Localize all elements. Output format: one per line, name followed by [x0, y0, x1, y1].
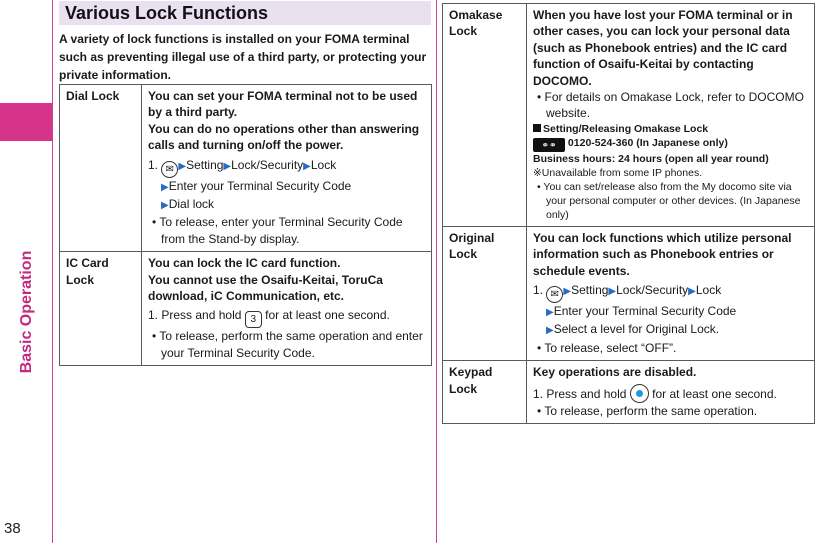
- desc: You can lock functions which utilize personal information such as Phonebook entries or schedule events.: [533, 230, 792, 278]
- step-lock-security: Lock/Security: [231, 157, 304, 172]
- arrow-icon: ▶: [161, 181, 169, 193]
- side-tab-label: Basic Operation: [18, 250, 35, 374]
- note: • To release, perform the same operation and enter your Terminal Security Code.: [152, 329, 423, 360]
- section-side-tab: [0, 103, 52, 141]
- row-content-keypad-lock: [527, 361, 815, 424]
- arrow-icon: ▶: [178, 160, 187, 172]
- table-row: [443, 4, 815, 227]
- lock-table-right: [442, 3, 815, 424]
- arrow-icon: ▶: [223, 160, 232, 172]
- square-icon: [533, 124, 541, 132]
- section-intro: A variety of lock functions is installed on your FOMA terminal such as preventing illegal use of a third party, or protecting your private information.: [59, 32, 427, 82]
- procedure-step: [533, 282, 810, 303]
- row-name-omakase-lock: Omakase Lock: [443, 4, 527, 227]
- freedial-icon: ⚭⚭: [533, 138, 565, 152]
- center-divider: [436, 0, 437, 543]
- desc: When you have lost your FOMA terminal or in other cases, you can lock your personal data (such as Phonebook entries) and the IC card function of Osaifu-Keitai by contacting DOCOMO.: [533, 8, 793, 88]
- row-content-omakase-lock: [527, 4, 815, 227]
- contact-phone: ⚭⚭ 0120-524-360 (In Japanese only): [533, 136, 810, 152]
- contact-heading: Setting/Releasing Omakase Lock: [533, 122, 810, 136]
- desc: You can do no operations other than answering calls and turning on/off the power.: [148, 121, 420, 153]
- row-name-ic-card-lock: IC Card Lock: [60, 252, 142, 366]
- procedure-cont: [148, 178, 427, 196]
- step-number: 1.: [533, 283, 544, 298]
- step-number: 1.: [533, 386, 544, 401]
- arrow-icon: ▶: [608, 286, 617, 298]
- table-row: [443, 226, 815, 360]
- step-rest: for at least one second.: [265, 308, 390, 323]
- lock-table-left: [59, 84, 432, 366]
- step-enter-code: Enter your Terminal Security Code: [553, 304, 737, 319]
- procedure-step: [533, 384, 810, 403]
- unavailable-note: ※Unavailable from some IP phones.: [533, 166, 703, 179]
- note: • To release, select “OFF”.: [537, 340, 677, 355]
- procedure-cont: [148, 196, 427, 214]
- desc: You cannot use the Osaifu-Keitai, ToruCa download, iC Communication, etc.: [148, 272, 383, 304]
- step-lock-security: Lock/Security: [616, 283, 689, 298]
- arrow-icon: ▶: [546, 307, 554, 319]
- desc: You can set your FOMA terminal not to be used by a third party.: [148, 89, 418, 120]
- procedure-cont: [533, 303, 810, 321]
- step-number: 1.: [148, 308, 159, 323]
- row-name-original-lock: Original Lock: [443, 226, 527, 360]
- step-enter-code: Enter your Terminal Security Code: [168, 178, 352, 193]
- step-press: Press and hold: [546, 386, 627, 401]
- arrow-icon: ▶: [161, 200, 169, 212]
- step-setting: Setting: [571, 283, 609, 298]
- step-lock: Lock: [695, 283, 722, 298]
- menu-key-icon: ✉: [161, 161, 178, 178]
- table-row: [60, 85, 432, 252]
- step-setting: Setting: [186, 157, 224, 172]
- note: • You can set/release also from the My docomo site via your personal computer or other devices. (In Japanese only): [537, 180, 801, 221]
- step-lock: Lock: [310, 157, 337, 172]
- arrow-icon: ▶: [688, 286, 696, 298]
- center-key-icon: [630, 384, 649, 403]
- section-title: Various Lock Functions: [59, 1, 431, 25]
- step-select: Select a level for Original Lock.: [553, 322, 720, 337]
- arrow-icon: ▶: [546, 325, 554, 337]
- step-press: Press and hold: [161, 308, 242, 323]
- menu-key-icon: ✉: [546, 286, 563, 303]
- page-number: 38: [4, 520, 21, 537]
- left-divider: [52, 0, 53, 543]
- step-dial-lock: Dial lock: [168, 197, 215, 212]
- procedure-cont: [533, 321, 810, 339]
- note: • To release, enter your Terminal Security Code from the Stand-by display.: [152, 215, 403, 246]
- step-rest: for at least one second.: [652, 386, 777, 401]
- note: • To release, perform the same operation.: [537, 403, 758, 418]
- table-row: [443, 361, 815, 424]
- row-name-keypad-lock: Keypad Lock: [443, 361, 527, 424]
- business-hours: Business hours: 24 hours (open all year round): [533, 152, 769, 165]
- row-content-original-lock: [527, 226, 815, 360]
- desc: Key operations are disabled.: [533, 365, 697, 380]
- step-number: 1.: [148, 157, 159, 172]
- arrow-icon: ▶: [563, 286, 572, 298]
- procedure-step: [148, 157, 427, 178]
- row-name-dial-lock: Dial Lock: [60, 85, 142, 252]
- procedure-step: [148, 307, 427, 328]
- key-3-icon: 3: [245, 311, 262, 328]
- row-content-ic-card-lock: [142, 252, 432, 366]
- note: • For details on Omakase Lock, refer to DOCOMO website.: [537, 90, 804, 121]
- arrow-icon: ▶: [303, 160, 311, 172]
- desc: You can lock the IC card function.: [148, 256, 341, 271]
- table-row: [60, 252, 432, 366]
- row-content-dial-lock: [142, 85, 432, 252]
